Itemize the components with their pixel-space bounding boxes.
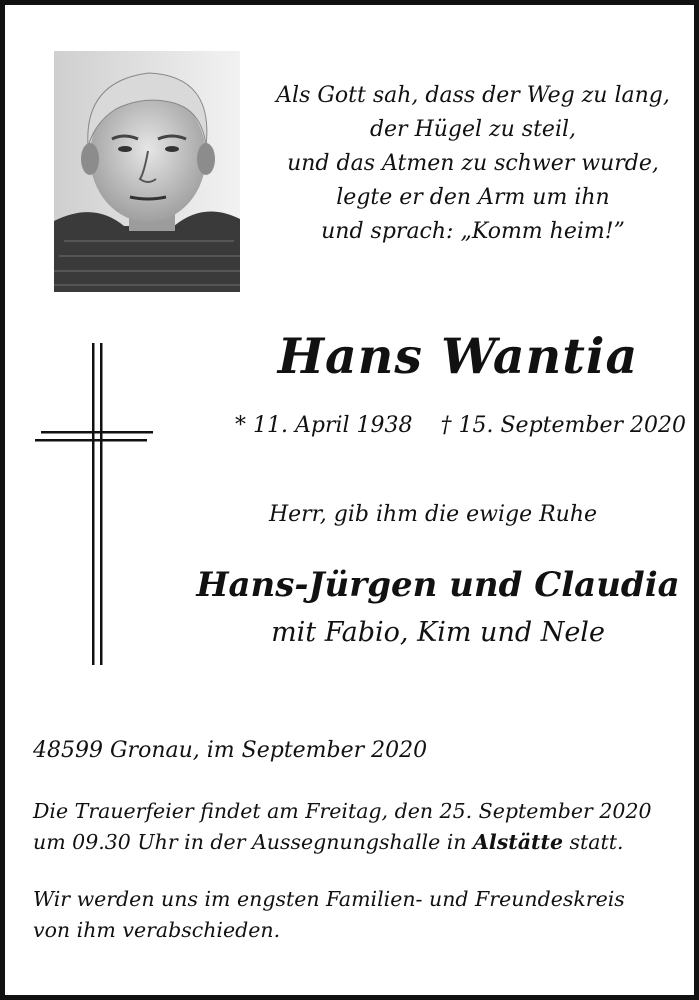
mourners-names: Hans-Jürgen und Claudia <box>196 565 680 605</box>
service-line <box>33 827 683 858</box>
poem-line: legte er den Arm um ihn <box>336 185 610 210</box>
poem-line: der Hügel zu steil, <box>369 117 577 142</box>
portrait-photo <box>54 51 240 292</box>
death-date: † 15. September 2020 <box>440 413 686 438</box>
farewell-line: von ihm verabschieden. <box>33 918 281 942</box>
cross-icon <box>35 343 155 669</box>
prayer-line: Herr, gib ihm die ewige Ruhe <box>268 502 598 527</box>
service-notice <box>33 796 683 858</box>
mourners-with: mit Fabio, Kim und Nele <box>271 617 605 648</box>
life-dates <box>235 413 686 438</box>
deceased-name: Hans Wantia <box>277 327 639 385</box>
poem <box>255 79 691 249</box>
poem-line: Als Gott sah, dass der Weg zu lang, <box>276 83 670 108</box>
service-line: Die Trauerfeier findet am Freitag, den 25. September 2020 <box>33 799 652 823</box>
place-date: 48599 Gronau, im September 2020 <box>33 738 428 763</box>
poem-line: und sprach: „Komm heim!” <box>321 219 625 244</box>
poem-line: und das Atmen zu schwer wurde, <box>287 151 659 176</box>
portrait-illustration <box>54 51 240 292</box>
service-text: um 09.30 Uhr in der Aussegnungshalle in <box>33 830 474 854</box>
birth-date: * 11. April 1938 <box>235 413 413 438</box>
farewell-notice <box>33 884 683 946</box>
farewell-line: Wir werden uns im engsten Familien- und Freundeskreis <box>33 887 625 911</box>
service-location: Alstätte <box>473 830 563 854</box>
service-text: statt. <box>563 830 624 854</box>
